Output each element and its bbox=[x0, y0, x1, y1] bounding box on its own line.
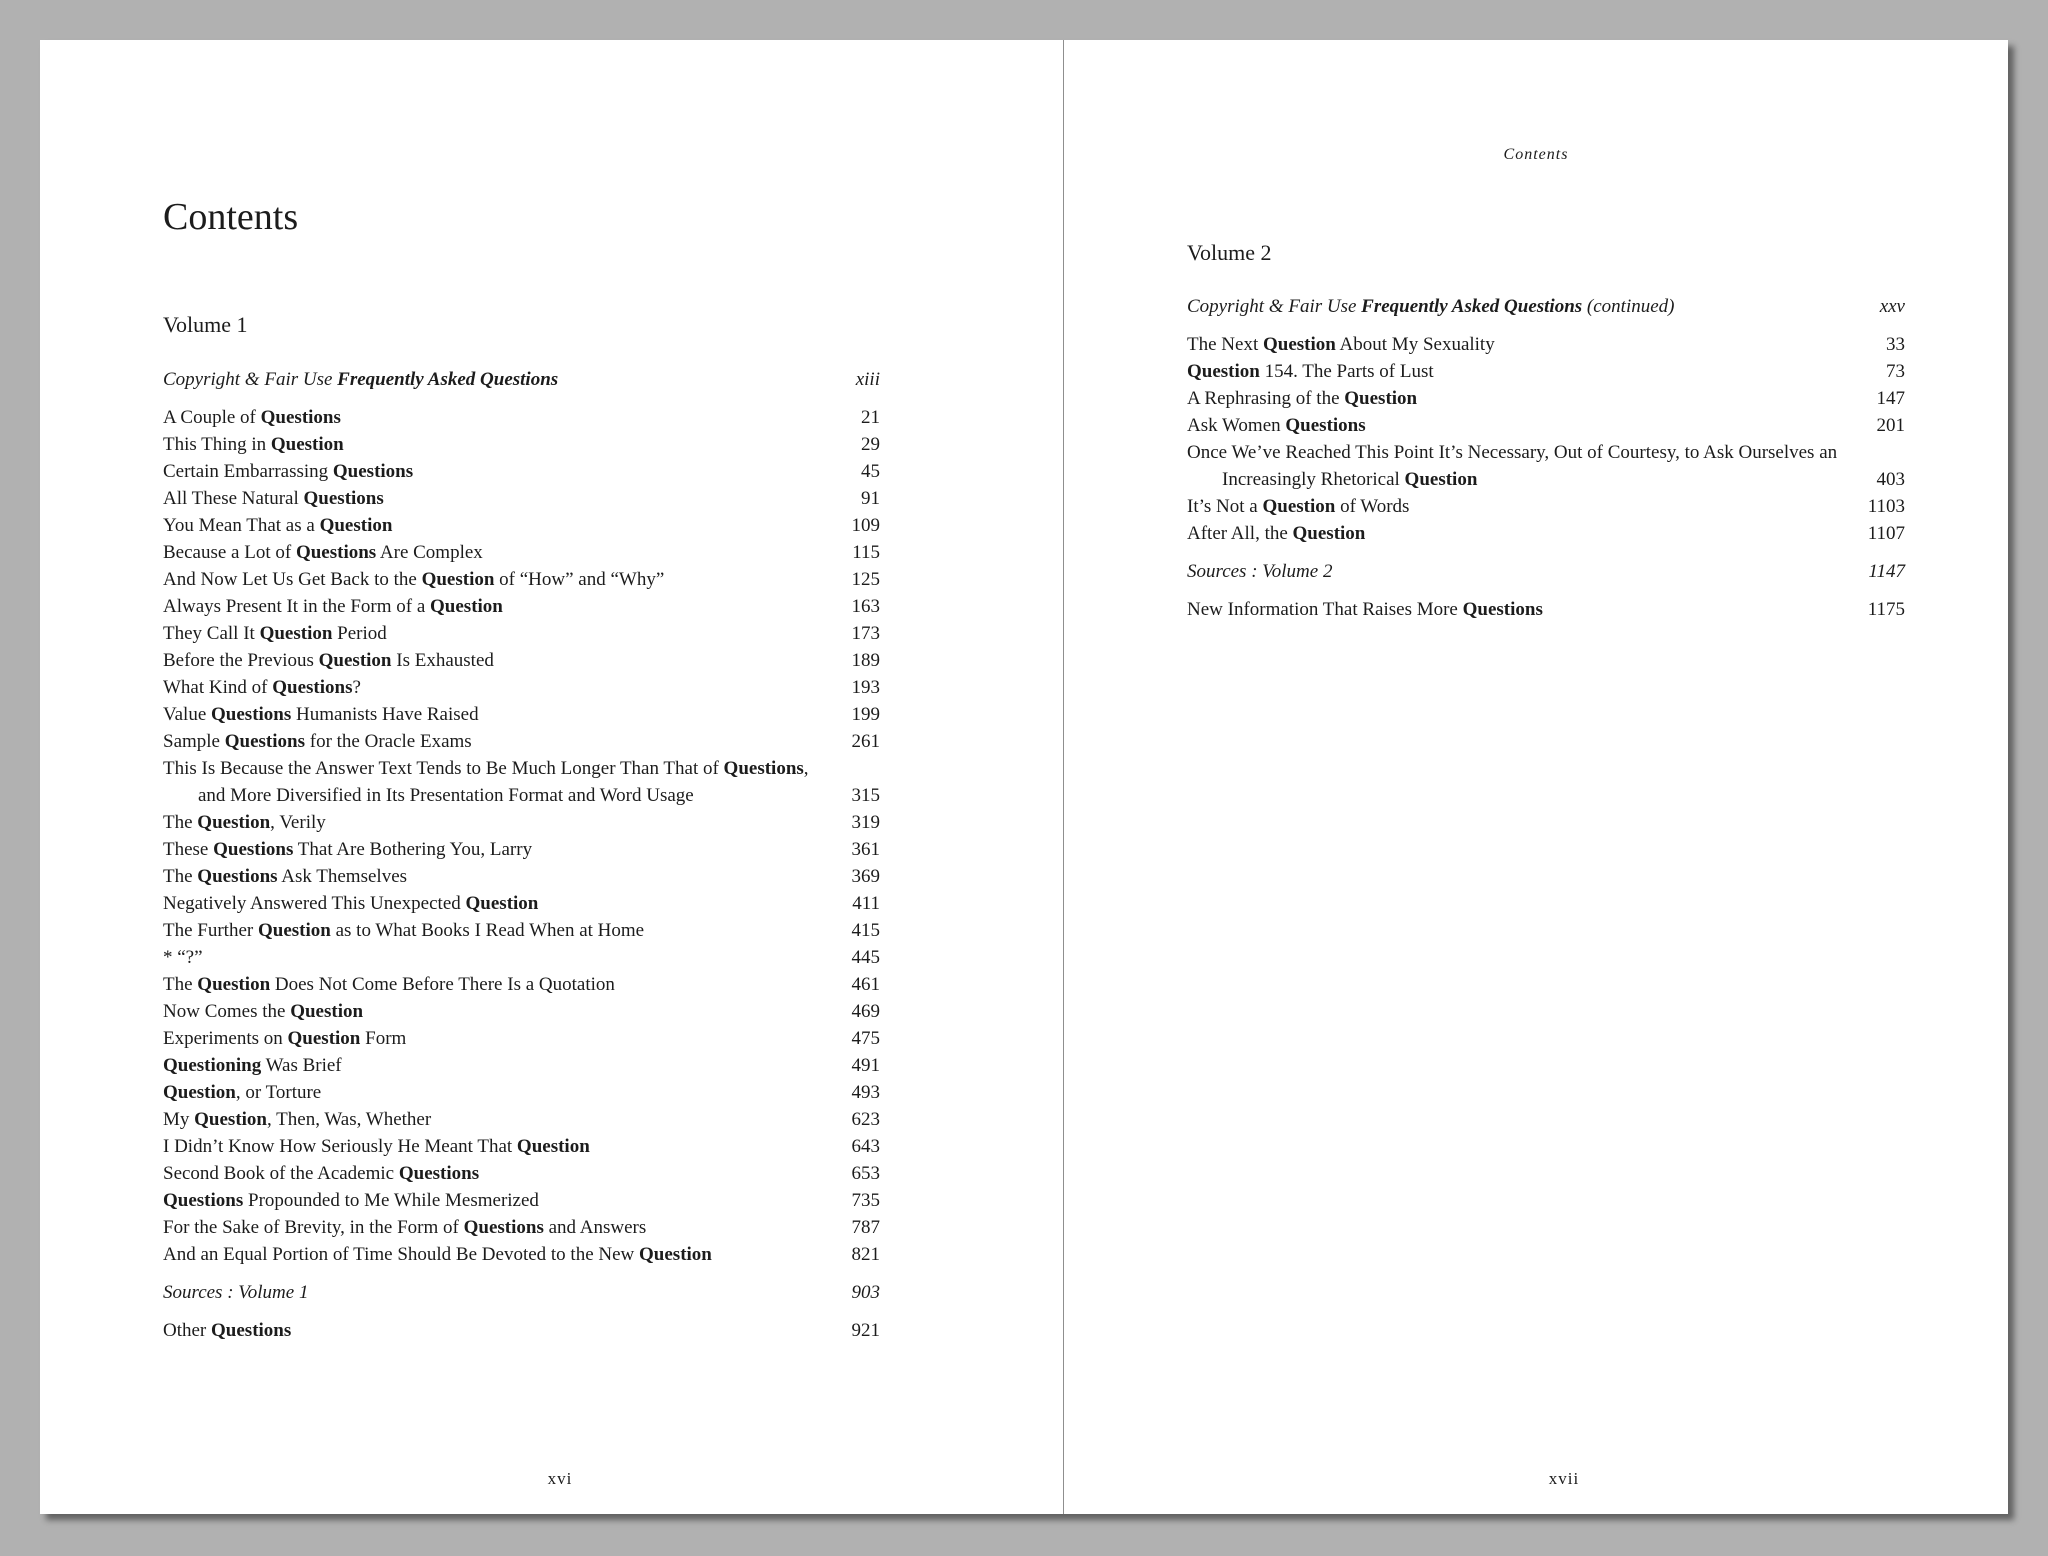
toc-entry-text: A Rephrasing of the bbox=[1187, 388, 1345, 409]
toc-entry-text: Experiments on bbox=[163, 1028, 288, 1049]
toc-entry bbox=[1187, 358, 1905, 385]
toc-entry-page: 903 bbox=[851, 1282, 880, 1303]
toc-entry bbox=[163, 971, 880, 998]
toc-entry-text: Questions bbox=[303, 488, 384, 509]
toc-entry-title bbox=[163, 728, 852, 755]
toc-entry-page: 469 bbox=[851, 1001, 880, 1022]
toc-entry-text: They Call It bbox=[163, 623, 260, 644]
toc-entry-title bbox=[163, 512, 852, 539]
toc-entry bbox=[163, 566, 880, 593]
toc-entry bbox=[163, 755, 880, 809]
toc-entry-text: , Verily bbox=[270, 812, 326, 833]
toc-entry-text: Negatively Answered This Unexpected bbox=[163, 893, 466, 914]
toc-entry bbox=[163, 1187, 880, 1214]
toc-entry-text: Question bbox=[1404, 469, 1478, 490]
toc-entry bbox=[163, 1052, 880, 1079]
toc-entry-text: Questions bbox=[272, 677, 353, 698]
toc-entry-text: Because a Lot of bbox=[163, 542, 296, 563]
toc-entry-page: 189 bbox=[851, 650, 880, 671]
toc-entry-text: And Now Let Us Get Back to the bbox=[163, 569, 422, 590]
toc-entry-title bbox=[163, 1133, 852, 1160]
toc-entry-text: Other bbox=[163, 1320, 212, 1341]
toc-entry-title bbox=[163, 366, 856, 393]
toc-entry-title bbox=[163, 458, 861, 485]
toc-entry-page: 411 bbox=[852, 893, 880, 914]
toc-entry-page: 315 bbox=[851, 785, 880, 806]
toc-entry-text: , and More Diversified in Its Presentation Format and Word Usage bbox=[198, 758, 809, 806]
toc-entry-page: 415 bbox=[851, 920, 880, 941]
toc-entry-text: Question bbox=[516, 1136, 590, 1157]
toc-entry-text: Certain Embarrassing bbox=[163, 461, 333, 482]
toc-entry bbox=[1187, 439, 1905, 493]
toc-entry bbox=[163, 1025, 880, 1052]
toc-entry bbox=[1187, 596, 1905, 623]
toc-entry-text: Questions bbox=[211, 704, 292, 725]
toc-entry-text: About My Sexuality bbox=[1335, 334, 1495, 355]
toc-entry-text: , Then, Was, Whether bbox=[267, 1109, 432, 1130]
toc-entry bbox=[1187, 293, 1905, 320]
toc-entry-page: 91 bbox=[861, 488, 880, 509]
volume-2-heading: Volume 2 bbox=[1187, 240, 1272, 265]
toc-entry-text: Sources : Volume 2 bbox=[1187, 561, 1333, 582]
toc-entry-title bbox=[1187, 558, 1868, 585]
toc-entry-page: 921 bbox=[851, 1320, 880, 1341]
toc-entry-text: Form bbox=[360, 1028, 407, 1049]
toc-entry-text: The bbox=[163, 812, 198, 833]
toc-entry-text: Questions bbox=[463, 1217, 544, 1238]
toc-entry-text: Questions bbox=[398, 1163, 480, 1184]
toc-entry-text: of “How” and “Why” bbox=[494, 569, 665, 590]
toc-entry-title bbox=[163, 1160, 852, 1187]
toc-entry-text: My bbox=[163, 1109, 195, 1130]
toc-entry bbox=[163, 1214, 880, 1241]
toc-entry-page: 445 bbox=[851, 947, 880, 968]
toc-entry-text: Question bbox=[163, 1082, 236, 1103]
toc-entry-text: Was Brief bbox=[261, 1055, 342, 1076]
toc-entry-page: 369 bbox=[851, 866, 880, 887]
toc-entry-text: That Are Bothering You, Larry bbox=[293, 839, 533, 860]
toc-entry-title bbox=[1187, 439, 1877, 493]
toc-entry-text: Question bbox=[259, 623, 333, 644]
toc-entry-text: Question bbox=[1262, 334, 1336, 355]
toc-entry bbox=[163, 890, 880, 917]
toc-entry-page: 643 bbox=[851, 1136, 880, 1157]
toc-entry bbox=[163, 1106, 880, 1133]
toc-entry-text: Questions bbox=[211, 1320, 292, 1341]
toc-entry-page: 193 bbox=[851, 677, 880, 698]
toc-entry-title bbox=[163, 1187, 852, 1214]
toc-entry-text: Questions bbox=[1285, 415, 1366, 436]
toc-entry-page: 29 bbox=[861, 434, 880, 455]
page-number-right: xvii bbox=[1548, 1469, 1580, 1488]
toc-entry bbox=[1187, 493, 1905, 520]
toc-entry-page: 475 bbox=[851, 1028, 880, 1049]
page-title: Contents bbox=[163, 196, 299, 238]
toc-entry-text: Question bbox=[1344, 388, 1418, 409]
toc-entry-page: 21 bbox=[861, 407, 880, 428]
toc-entry-text: Copyright & Fair Use bbox=[1187, 296, 1362, 317]
toc-entry bbox=[163, 647, 880, 674]
toc-entry-title bbox=[1187, 596, 1868, 623]
toc-entry bbox=[163, 366, 880, 393]
toc-entry bbox=[163, 1079, 880, 1106]
toc-entry bbox=[163, 404, 880, 431]
toc-entry-text: Questions bbox=[295, 542, 377, 563]
toc-entry-text: Period bbox=[332, 623, 387, 644]
toc-entry bbox=[163, 1133, 880, 1160]
toc-entry-text: Questions bbox=[332, 461, 414, 482]
toc-entry-page: xiii bbox=[855, 369, 880, 390]
toc-entry-page: 115 bbox=[852, 542, 880, 563]
toc-entry bbox=[163, 539, 880, 566]
toc-entry-text: Sources : Volume 1 bbox=[163, 1282, 309, 1303]
toc-entry-text: * “?” bbox=[163, 947, 203, 968]
toc-entry-page: 461 bbox=[851, 974, 880, 995]
toc-entry-text: Ask Women bbox=[1187, 415, 1286, 436]
toc-entry-text: New Information That Raises More bbox=[1187, 599, 1463, 620]
toc-entry-text: Questions bbox=[1462, 599, 1543, 620]
toc-entry-page: xxv bbox=[1879, 296, 1905, 317]
toc-entry-text: and Answers bbox=[543, 1217, 647, 1238]
toc-entry-title bbox=[1187, 385, 1877, 412]
left-page bbox=[40, 40, 1063, 1514]
toc-entry-title bbox=[1187, 358, 1886, 385]
toc-entry bbox=[163, 458, 880, 485]
toc-entry-text: Humanists Have Raised bbox=[291, 704, 479, 725]
toc-entry-page: 1103 bbox=[1867, 496, 1905, 517]
toc-entry-title bbox=[163, 1279, 852, 1306]
toc-entry-page: 361 bbox=[851, 839, 880, 860]
toc-entry bbox=[163, 809, 880, 836]
toc-entry-title bbox=[1187, 412, 1877, 439]
toc-entry-text: Ask Themselves bbox=[277, 866, 408, 887]
toc-entry-text: Question bbox=[290, 1001, 364, 1022]
toc-entry-title bbox=[163, 971, 852, 998]
toc-entry-page: 261 bbox=[851, 731, 880, 752]
toc-entry-page: 125 bbox=[851, 569, 880, 590]
toc-entry-title bbox=[163, 1214, 852, 1241]
toc-entry-text: 154. The Parts of Lust bbox=[1259, 361, 1434, 382]
toc-entry-text: It’s Not a bbox=[1187, 496, 1263, 517]
toc-entry bbox=[1187, 385, 1905, 412]
toc-entry-text: Questioning bbox=[163, 1055, 262, 1076]
toc-entry-text: Does Not Come Before There Is a Quotation bbox=[270, 974, 615, 995]
toc-entry-title bbox=[163, 1079, 852, 1106]
toc-entry-text: Second Book of the Academic bbox=[163, 1163, 399, 1184]
toc-entry-text: And an Equal Portion of Time Should Be Devoted to the New bbox=[163, 1244, 640, 1265]
toc-entry bbox=[163, 485, 880, 512]
toc-entry-text: Question bbox=[1292, 523, 1366, 544]
toc-entry-text: Before the Previous bbox=[163, 650, 319, 671]
toc-entry-page: 33 bbox=[1886, 334, 1905, 355]
toc-entry-title bbox=[163, 1052, 852, 1079]
volume-1-heading: Volume 1 bbox=[163, 312, 248, 337]
toc-entry-page: 201 bbox=[1876, 415, 1905, 436]
right-page bbox=[1064, 40, 2008, 1514]
toc-entry-page: 735 bbox=[851, 1190, 880, 1211]
toc-entry-text: Question bbox=[287, 1028, 361, 1049]
toc-entry-page: 821 bbox=[851, 1244, 880, 1265]
toc-entry-text: (continued) bbox=[1582, 296, 1675, 317]
toc-entry-text: Once We’ve Reached This Point It’s Necessary, Out of Courtesy, to Ask Ourselves an Increasingly Rhetorical bbox=[1187, 442, 1838, 490]
toc-entry-text: Question bbox=[194, 1109, 268, 1130]
toc-entry bbox=[163, 944, 880, 971]
toc-entry-text: The bbox=[163, 866, 198, 887]
toc-entry-page: 147 bbox=[1876, 388, 1905, 409]
toc-entry-title bbox=[163, 917, 852, 944]
toc-entry-text: What Kind of bbox=[163, 677, 273, 698]
toc-entry-title bbox=[163, 674, 852, 701]
toc-entry bbox=[163, 620, 880, 647]
toc-volume-2 bbox=[1187, 293, 1905, 623]
toc-entry bbox=[163, 431, 880, 458]
toc-entry-text: Question bbox=[465, 893, 539, 914]
toc-entry-page: 491 bbox=[851, 1055, 880, 1076]
toc-entry-page: 1107 bbox=[1867, 523, 1905, 544]
toc-entry-text: as to What Books I Read When at Home bbox=[330, 920, 645, 941]
toc-entry-text: Question bbox=[270, 434, 344, 455]
toc-entry bbox=[163, 674, 880, 701]
toc-entry bbox=[163, 998, 880, 1025]
toc-entry-text: Questions bbox=[723, 758, 804, 779]
toc-entry-title bbox=[163, 404, 861, 431]
toc-entry-text: Propounded to Me While Mesmerized bbox=[243, 1190, 539, 1211]
toc-entry-text: Sample bbox=[163, 731, 225, 752]
toc-entry bbox=[163, 512, 880, 539]
toc-entry-text: I Didn’t Know How Seriously He Meant That bbox=[163, 1136, 517, 1157]
toc-entry-title bbox=[163, 755, 852, 809]
toc-entry-title bbox=[163, 944, 852, 971]
toc-entry-text: The Next bbox=[1187, 334, 1263, 355]
toc-entry-text: Now Comes the bbox=[163, 1001, 291, 1022]
toc-entry-text: Question bbox=[318, 650, 392, 671]
toc-entry-text: Always Present It in the Form of a bbox=[163, 596, 431, 617]
toc-entry-page: 1175 bbox=[1867, 599, 1905, 620]
toc-entry-text: Question bbox=[639, 1244, 712, 1265]
toc-entry-text: Is Exhausted bbox=[391, 650, 494, 671]
toc-entry-text: All These Natural bbox=[163, 488, 304, 509]
toc-entry-title bbox=[1187, 293, 1880, 320]
toc-entry-page: 173 bbox=[851, 623, 880, 644]
toc-entry-page: 73 bbox=[1886, 361, 1905, 382]
toc-entry-title bbox=[163, 701, 852, 728]
toc-entry-text: Questions bbox=[163, 1190, 244, 1211]
toc-entry-text: After All, the bbox=[1187, 523, 1293, 544]
toc-entry-title bbox=[163, 836, 852, 863]
toc-entry-text: These bbox=[163, 839, 214, 860]
toc-entry-text: Copyright & Fair Use bbox=[163, 369, 338, 390]
toc-entry-page: 199 bbox=[851, 704, 880, 725]
toc-entry-page: 163 bbox=[851, 596, 880, 617]
toc-volume-1 bbox=[163, 366, 880, 1344]
toc-entry-title bbox=[163, 1317, 852, 1344]
toc-entry-title bbox=[163, 809, 852, 836]
toc-entry-page: 653 bbox=[851, 1163, 880, 1184]
toc-entry-page: 45 bbox=[861, 461, 880, 482]
toc-entry bbox=[163, 701, 880, 728]
toc-entry bbox=[163, 863, 880, 890]
toc-entry-text: Question bbox=[1187, 361, 1260, 382]
toc-entry-text: For the Sake of Brevity, in the Form of bbox=[163, 1217, 464, 1238]
toc-entry-page: 787 bbox=[851, 1217, 880, 1238]
toc-entry-title bbox=[163, 485, 861, 512]
toc-entry-title bbox=[163, 1025, 852, 1052]
toc-entry bbox=[163, 593, 880, 620]
toc-entry-text: Questions bbox=[224, 731, 305, 752]
toc-entry-title bbox=[163, 620, 852, 647]
toc-entry-text: You Mean That as a bbox=[163, 515, 320, 536]
toc-entry-title bbox=[163, 998, 852, 1025]
toc-entry-text: Frequently Asked Questions bbox=[1361, 296, 1583, 317]
toc-entry-text: Questions bbox=[197, 866, 278, 887]
toc-entry bbox=[163, 1317, 880, 1344]
toc-entry-text: This Is Because the Answer Text Tends to Be Much Longer Than That of bbox=[163, 758, 724, 779]
toc-entry-text: Question bbox=[257, 920, 331, 941]
toc-entry-title bbox=[163, 431, 861, 458]
toc-entry-page: 623 bbox=[851, 1109, 880, 1130]
toc-entry-page: 319 bbox=[851, 812, 880, 833]
toc-entry-title bbox=[1187, 331, 1886, 358]
toc-entry bbox=[1187, 558, 1905, 585]
toc-entry-text: Question bbox=[430, 596, 503, 617]
toc-entry-text: This Thing in bbox=[163, 434, 271, 455]
toc-entry bbox=[163, 1279, 880, 1306]
toc-entry-text: Question bbox=[421, 569, 495, 590]
toc-entry-text: Questions bbox=[213, 839, 294, 860]
toc-entry-text: Frequently Asked Questions bbox=[337, 369, 559, 390]
toc-entry bbox=[1187, 520, 1905, 547]
toc-entry bbox=[1187, 412, 1905, 439]
page-number-left: xvi bbox=[547, 1469, 573, 1488]
toc-entry bbox=[163, 1160, 880, 1187]
toc-entry-text: The Further bbox=[163, 920, 258, 941]
toc-entry-title bbox=[163, 1241, 852, 1268]
toc-entry-text: , or Torture bbox=[235, 1082, 322, 1103]
toc-entry bbox=[1187, 331, 1905, 358]
toc-entry bbox=[163, 728, 880, 755]
book-spread bbox=[40, 40, 2008, 1514]
toc-entry bbox=[163, 917, 880, 944]
toc-entry-text: A Couple of bbox=[163, 407, 261, 428]
toc-entry-text: Are Complex bbox=[376, 542, 483, 563]
toc-entry-title bbox=[163, 593, 852, 620]
toc-entry-page: 109 bbox=[851, 515, 880, 536]
toc-entry-page: 1147 bbox=[1868, 561, 1905, 582]
toc-entry-text: Question bbox=[197, 812, 271, 833]
toc-entry-title bbox=[163, 566, 852, 593]
toc-entry bbox=[163, 1241, 880, 1268]
toc-entry-text: Value bbox=[163, 704, 212, 725]
toc-entry-page: 493 bbox=[851, 1082, 880, 1103]
toc-entry-title bbox=[1187, 520, 1868, 547]
toc-entry-text: for the Oracle Exams bbox=[305, 731, 472, 752]
toc-entry-text: Question bbox=[197, 974, 271, 995]
toc-entry-title bbox=[163, 890, 852, 917]
running-head: Contents bbox=[1503, 146, 1569, 163]
toc-entry-text: Questions bbox=[260, 407, 341, 428]
toc-entry-text: ? bbox=[352, 677, 361, 698]
toc-entry-text: Question bbox=[1262, 496, 1336, 517]
toc-entry bbox=[163, 836, 880, 863]
toc-entry-title bbox=[163, 539, 852, 566]
toc-entry-title bbox=[1187, 493, 1868, 520]
toc-entry-text: The bbox=[163, 974, 198, 995]
toc-entry-title bbox=[163, 863, 852, 890]
toc-entry-page: 403 bbox=[1876, 469, 1905, 490]
toc-entry-title bbox=[163, 1106, 852, 1133]
toc-entry-text: of Words bbox=[1335, 496, 1410, 517]
toc-entry-title bbox=[163, 647, 852, 674]
toc-entry-text: Question bbox=[319, 515, 393, 536]
